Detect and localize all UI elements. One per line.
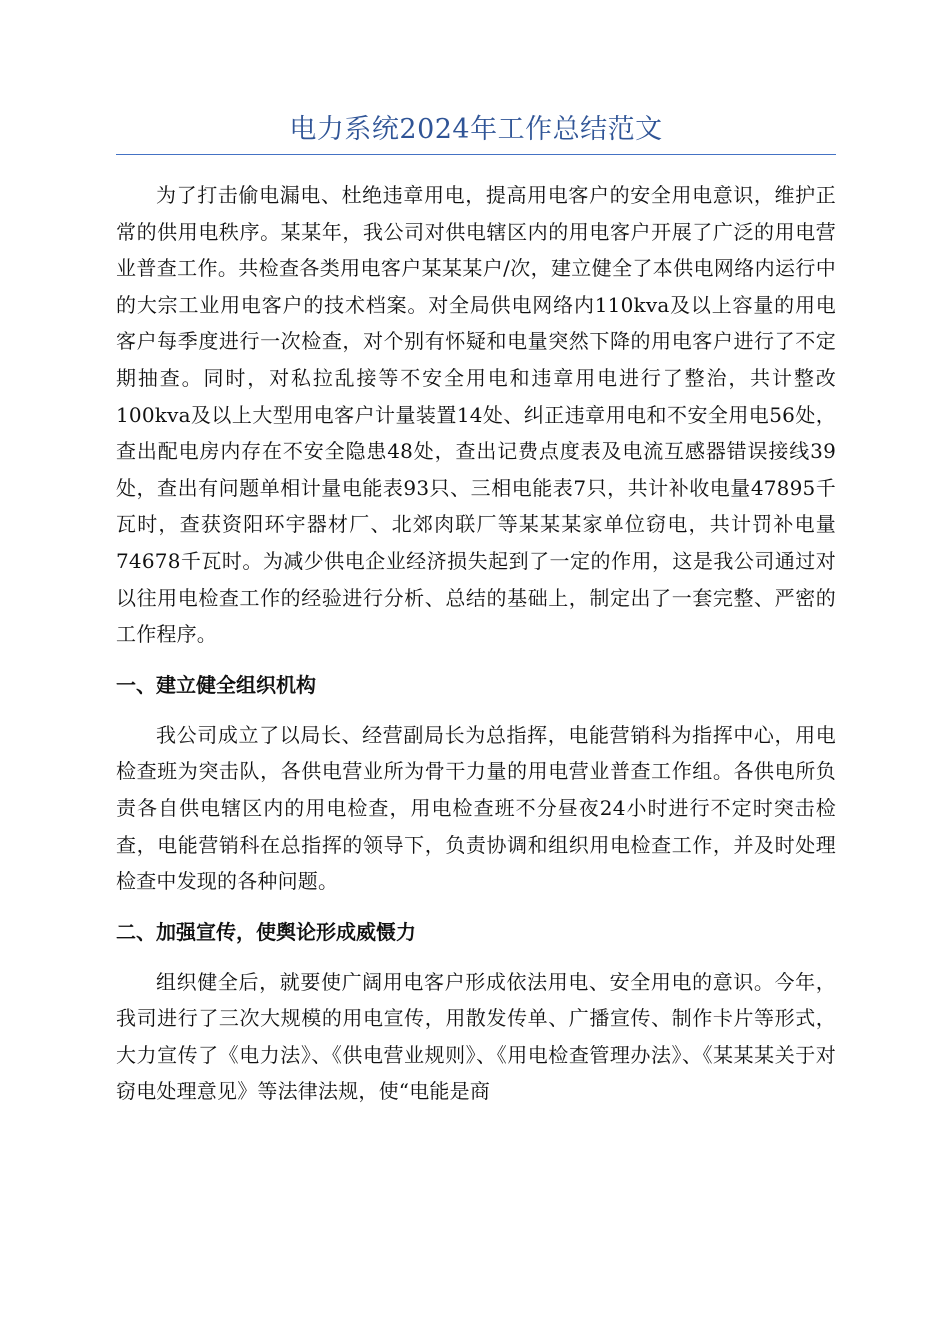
document-title: 电力系统2024年工作总结范文 xyxy=(116,110,836,155)
intro-paragraph: 为了打击偷电漏电、杜绝违章用电，提高用电客户的安全用电意识，维护正常的供用电秩序。某某年，我公司对供电辖区内的用电客户开展了广泛的用电营业普查工作。共检查各类用电客户某某某户/次，建立健全了本供电网络内运行中的大宗工业用电客户的技术档案。对全局供电网络内110kva及以上容量的用电客户每季度进行一次检查，对个别有怀疑和电量突然下降的用电客户进行了不定期抽查。同时，对私拉乱接等不安全用电和违章用电进行了整治，共计整改100kva及以上大型用电客户计量装置14处、纠正违章用电和不安全用电56处，查出配电房内存在不安全隐患48处，查出记费点度表及电流互感器错误接线39处，查出有问题单相计量电能表93只、三相电能表7只，共计补收电量47895千瓦时，查获资阳环宇器材厂、北郊肉联厂等某某某家单位窃电，共计罚补电量74678千瓦时。为减少供电企业经济损失起到了一定的作用，这是我公司通过对以往用电检查工作的经验进行分析、总结的基础上，制定出了一套完整、严密的工作程序。 xyxy=(116,183,836,647)
section-heading-2: 二、加强宣传，使舆论形成威慑力 xyxy=(116,919,416,944)
document-page xyxy=(116,110,836,1110)
section-body-2: 组织健全后，就要使广阔用电客户形成依法用电、安全用电的意识。今年，我司进行了三次大规模的用电宣传，用散发传单、广播宣传、制作卡片等形式，大力宣传了《电力法》、《供电营业规则》、《用电检查管理办法》、《某某某关于对窃电处理意见》等法律法规，使“电能是商 xyxy=(116,969,836,1104)
section-heading-1: 一、建立健全组织机构 xyxy=(116,672,316,697)
section-body-1: 我公司成立了以局长、经营副局长为总指挥，电能营销科为指挥中心，用电检查班为突击队，各供电营业所为骨干力量的用电营业普查工作组。各供电所负责各自供电辖区内的用电检查，用电检查班不分昼夜24小时进行不定时突击检查，电能营销科在总指挥的领导下，负责协调和组织用电检查工作，并及时处理检查中发现的各种问题。 xyxy=(116,722,836,894)
